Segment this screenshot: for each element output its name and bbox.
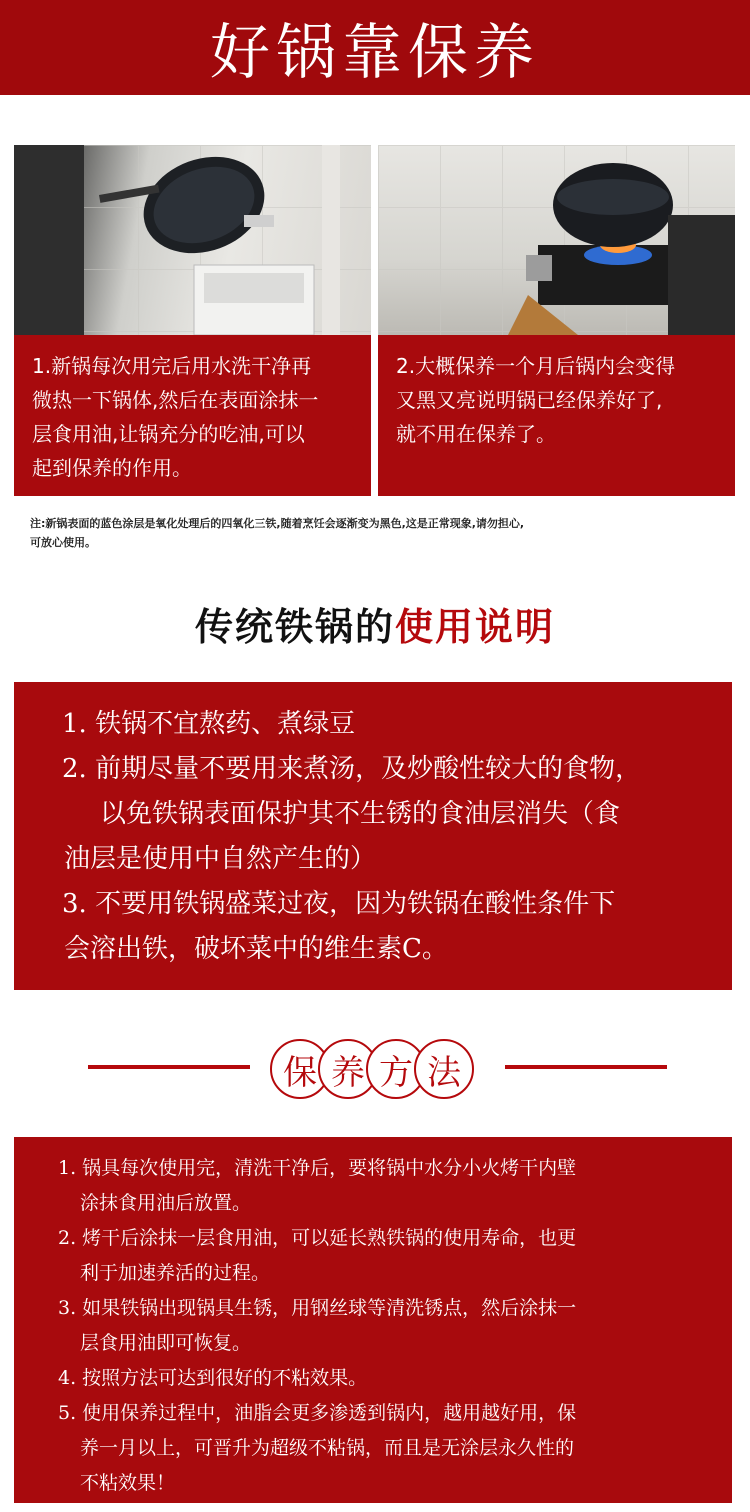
step-2-line: 2.大概保养一个月后锅内会变得	[396, 354, 676, 378]
usage-line: 油层是使用中自然产生的）	[64, 844, 377, 874]
step-1-line: 起到保养的作用。	[32, 456, 192, 480]
step-1-caption	[14, 335, 371, 496]
usage-title-red: 使用说明	[395, 604, 556, 649]
heading-char-circle: 法	[414, 1039, 474, 1099]
usage-instructions-box	[14, 682, 732, 990]
step-2-line: 又黑又亮说明锅已经保养好了,	[396, 388, 663, 412]
maintenance-line: 5. 使用保养过程中，油脂会更多渗透到锅内，越用越好用，保	[58, 1402, 577, 1424]
heading-char-circle: 养	[318, 1039, 378, 1099]
coating-note	[30, 514, 730, 552]
note-line: 注:新锅表面的蓝色涂层是氧化处理后的四氧化三铁,随着烹饪会逐渐变为黑色,这是正常现象,请勿担心,	[30, 517, 525, 530]
note-line: 可放心使用。	[30, 536, 96, 549]
usage-section-title	[0, 596, 750, 651]
usage-line: 3. 不要用铁锅盛菜过夜，因为铁锅在酸性条件下	[62, 889, 616, 919]
photo-heating-wok	[378, 145, 735, 335]
usage-line: 2. 前期尽量不要用来煮汤，及炒酸性较大的食物，	[62, 754, 642, 784]
maintenance-line: 利于加速养活的过程。	[80, 1262, 271, 1284]
heading-char-circle: 保	[270, 1039, 330, 1099]
maintenance-line: 4. 按照方法可达到很好的不粘效果。	[58, 1367, 368, 1389]
step-2-caption	[378, 335, 735, 496]
divider-line-right	[505, 1065, 667, 1069]
heading-char-circle: 方	[366, 1039, 426, 1099]
maintenance-line: 不粘效果！	[80, 1472, 176, 1494]
maintenance-line: 层食用油即可恢复。	[80, 1332, 252, 1354]
usage-title-black: 传统铁锅的	[194, 604, 395, 649]
banner-title: 好锅靠保养	[210, 17, 540, 88]
title-banner	[0, 0, 750, 95]
step-1-line: 层食用油,让锅充分的吃油,可以	[32, 422, 305, 446]
usage-line: 1. 铁锅不宜熬药、煮绿豆	[62, 709, 356, 739]
maintenance-method-box	[14, 1137, 732, 1503]
usage-line: 以免铁锅表面保护其不生锈的食油层消失（食	[100, 799, 621, 829]
maintenance-line: 养一月以上，可晋升为超级不粘锅，而且是无涂层永久性的	[80, 1437, 575, 1459]
maintenance-line: 涂抹食用油后放置。	[80, 1192, 252, 1214]
usage-line: 会溶出铁，破坏菜中的维生素C。	[64, 934, 448, 964]
washing-scene-illustration	[14, 145, 371, 335]
step-1-line: 微热一下锅体,然后在表面涂抹一	[32, 388, 319, 412]
stove-scene-illustration	[378, 145, 735, 335]
step-1-line: 1.新锅每次用完后用水洗干净再	[32, 354, 312, 378]
divider-line-left	[88, 1065, 250, 1069]
maintenance-heading	[270, 1039, 482, 1101]
maintenance-line: 1. 锅具每次使用完，清洗干净后，要将锅中水分小火烤干内壁	[58, 1157, 577, 1179]
maintenance-line: 2. 烤干后涂抹一层食用油，可以延长熟铁锅的使用寿命，也更	[58, 1227, 577, 1249]
step-2-line: 就不用在保养了。	[396, 422, 556, 446]
photo-washing-wok	[14, 145, 371, 335]
maintenance-line: 3. 如果铁锅出现锅具生锈，用钢丝球等清洗锈点，然后涂抹一	[58, 1297, 577, 1319]
